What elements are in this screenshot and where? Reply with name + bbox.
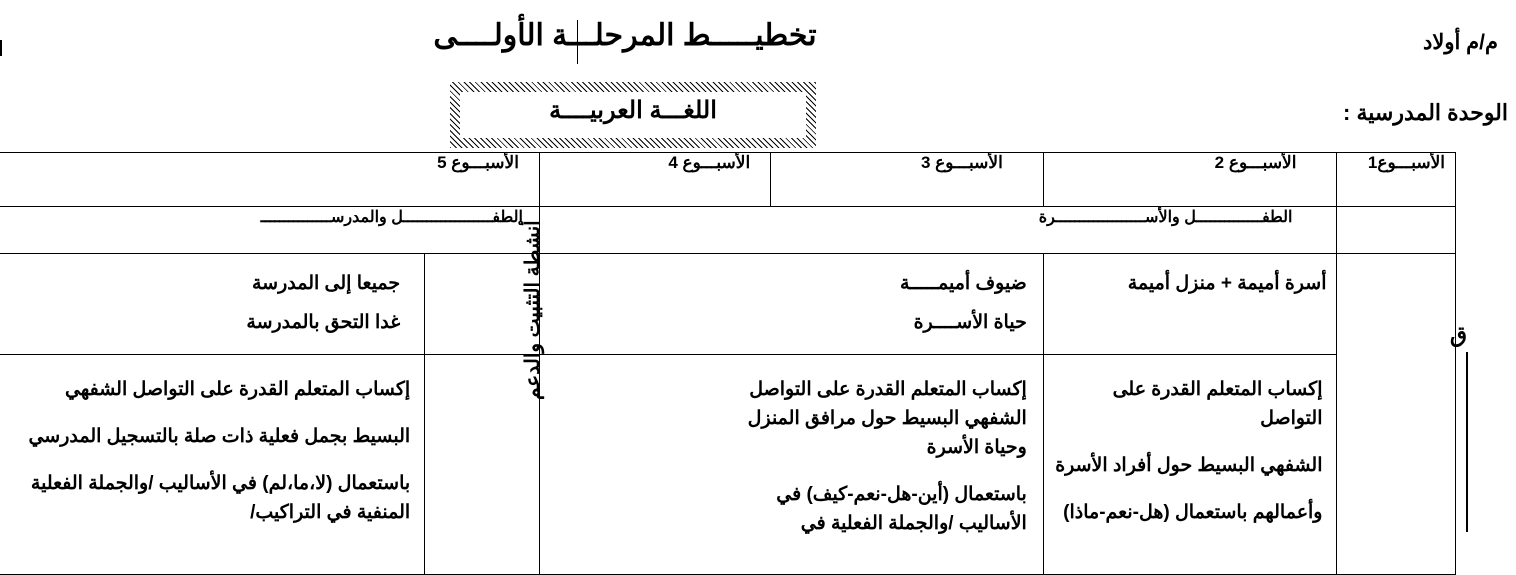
text-cursor bbox=[577, 20, 578, 64]
planning-table bbox=[0, 152, 1456, 575]
theme-school: الطفـــــــــــــــــــل والمدرســـــــــــــــ bbox=[0, 207, 539, 254]
objective-text: وأعمالهم باستعمال (هل-نعم-ماذا) bbox=[1063, 502, 1323, 523]
week4-vertical-label: أنشطة التثبيت والدعم bbox=[522, 220, 544, 400]
school-name: م/م أولاد bbox=[1423, 31, 1498, 54]
left-edge-mark bbox=[0, 40, 2, 56]
week3-header: الأسبـــوع 3 bbox=[771, 153, 1044, 207]
week5-objectives bbox=[0, 355, 425, 575]
week1-header: الأسبـــوع1 bbox=[1337, 153, 1456, 207]
week3-lessons bbox=[539, 254, 1043, 355]
unit-label: الوحدة المدرسية : bbox=[1343, 100, 1508, 125]
side-label: ق bbox=[1450, 322, 1468, 347]
objective-text: الشفهي البسيط حول أفراد الأسرة bbox=[1055, 455, 1323, 476]
week2-header: الأسبـــوع 2 bbox=[1043, 153, 1337, 207]
objective-text: إكساب المتعلم القدرة على التواصل bbox=[1112, 379, 1323, 429]
theme-empty-cell bbox=[1337, 207, 1456, 254]
week5-header: الأسبـــوع 5 bbox=[0, 153, 539, 207]
week2-objectives bbox=[1043, 355, 1337, 575]
lesson-title: ضيوف أميمـــــة bbox=[899, 273, 1027, 294]
subject-title: اللغـــة العربيــــة bbox=[549, 97, 717, 124]
objective-text: باستعمال (أين-هل-نعم-كيف) في الأساليب /والجملة الفعلية في bbox=[776, 484, 1027, 534]
week2-lessons bbox=[1043, 254, 1337, 355]
objective-text: باستعمال (لا،ما،لم) في الأساليب /والجملة الفعلية المنفية في التراكيب/ bbox=[30, 473, 411, 523]
lesson-title: غدا التحق بالمدرسة bbox=[246, 312, 401, 333]
week4-header: الأسبـــوع 4 bbox=[539, 153, 770, 207]
theme-family: الطفــــــــــــــل والأســـــــــــــــــــرة bbox=[539, 207, 1337, 254]
lesson-title: أسرة أميمة + منزل أميمة bbox=[1127, 273, 1327, 294]
objective-text: إكساب المتعلم القدرة على التواصل الشفهي bbox=[65, 379, 411, 400]
week5-lessons bbox=[0, 254, 425, 355]
objective-text: البسيط بجمل فعلية ذات صلة بالتسجيل المدرسي bbox=[28, 426, 411, 447]
lesson-title: جميعا إلى المدرسة bbox=[251, 273, 401, 294]
objective-text: إكساب المتعلم القدرة على التواصل الشفهي البسيط حول مرافق المنزل وحياة الأسرة bbox=[747, 379, 1027, 458]
lesson-title: حياة الأســــرة bbox=[913, 312, 1027, 333]
side-vertical-line bbox=[1466, 352, 1468, 532]
side-cell bbox=[1337, 254, 1456, 575]
week3-objectives bbox=[539, 355, 1043, 575]
page-title: تخطيـــــط المرحلـــة الأولــــى bbox=[433, 19, 817, 52]
